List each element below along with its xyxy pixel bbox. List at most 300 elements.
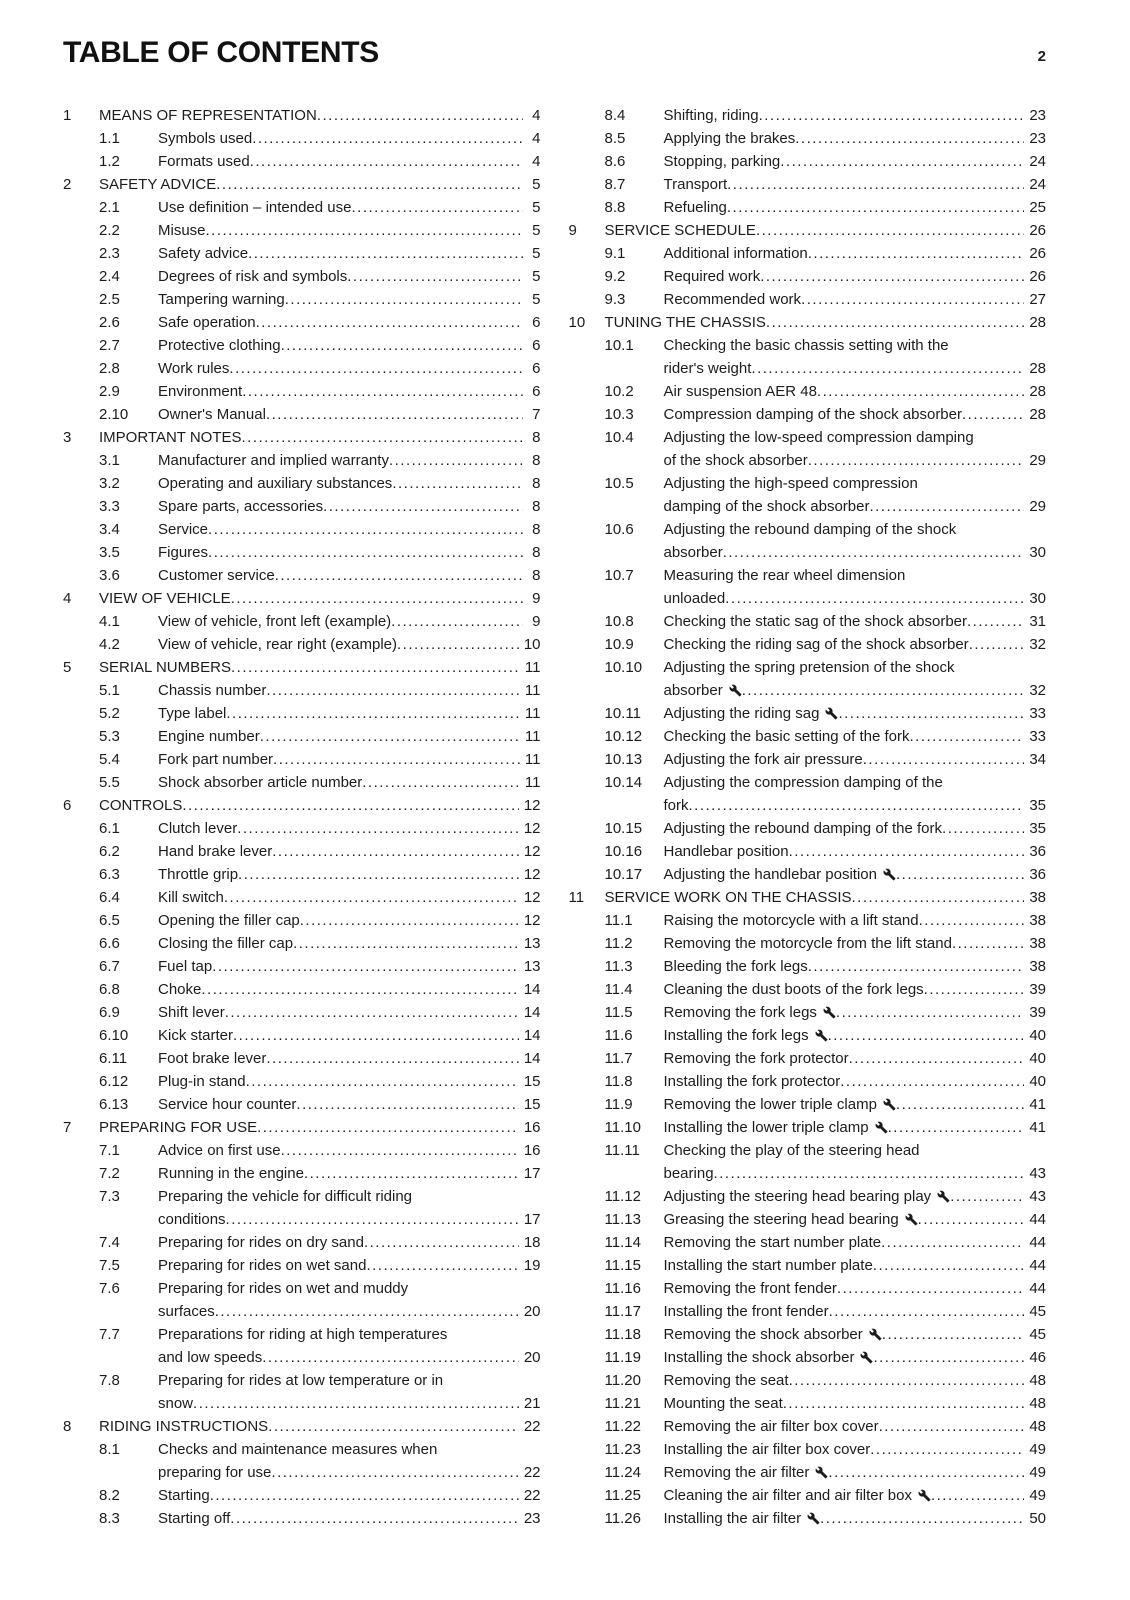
toc-entry-number: 1.1 [99, 130, 120, 147]
toc-entry-page: 12 [523, 912, 541, 929]
dot-leader [759, 104, 1025, 127]
toc-entry-page: 5 [532, 291, 541, 308]
toc-entry-title: Adjusting the high-speed compression [663, 475, 918, 492]
toc-entry-page: 28 [1029, 406, 1046, 423]
toc-entry-number: 11.17 [604, 1303, 641, 1320]
toc-entry-title: Preparing for rides at low temperature or in [158, 1372, 444, 1389]
toc-entry-page: 8 [532, 452, 541, 469]
toc-entry-page: 5 [532, 176, 541, 193]
toc-entry-lastline [158, 840, 541, 863]
dot-leader [852, 886, 1025, 909]
toc-entry-number: 9.2 [604, 268, 626, 285]
toc-entry-body [158, 679, 541, 702]
toc-entry [63, 748, 541, 771]
toc-entry-lastline [158, 564, 541, 587]
dot-leader [266, 1047, 518, 1070]
toc-entry-page: 4 [532, 107, 541, 124]
toc-entry [63, 587, 541, 610]
toc-entry-title: Refueling [663, 199, 727, 216]
toc-entry-body [664, 403, 1047, 426]
toc-entry-body [664, 426, 1047, 472]
dot-leader [256, 311, 523, 334]
toc-entry-number: 8.7 [604, 176, 626, 193]
toc-entry-lastline [158, 1139, 541, 1162]
dot-leader [751, 357, 1024, 380]
toc-entry [63, 127, 541, 150]
dot-leader [248, 242, 522, 265]
toc-entry-number: 11.15 [604, 1257, 641, 1274]
toc-entry [63, 150, 541, 173]
toc-entry-body [158, 840, 541, 863]
toc-entry [63, 932, 541, 955]
toc-entry-body [664, 1346, 1047, 1369]
toc-entry-lastline [664, 932, 1047, 955]
toc-entry-number: 10.1 [604, 337, 634, 354]
toc-entry [569, 288, 1047, 311]
toc-entry-number: 3.1 [99, 452, 120, 469]
toc-entry-body [664, 1277, 1047, 1300]
toc-entry-body [664, 932, 1047, 955]
toc-entry-lastline [664, 1277, 1047, 1300]
toc-entry-page: 40 [1029, 1073, 1046, 1090]
toc-entry-body [158, 1369, 541, 1415]
toc-entry-lastline [158, 679, 541, 702]
toc-entry-lastline [158, 196, 541, 219]
toc-entry-number: 9.1 [604, 245, 626, 262]
toc-entry-lastline [605, 219, 1047, 242]
toc-entry-lastline [158, 1001, 541, 1024]
dot-leader [201, 978, 518, 1001]
dot-leader [323, 495, 522, 518]
toc-entry-lastline [158, 1254, 541, 1277]
toc-entry-number: 7.7 [99, 1326, 120, 1343]
toc-entry [569, 1507, 1047, 1530]
toc-entry-page: 6 [532, 314, 541, 331]
toc-entry-number: 2.5 [99, 291, 120, 308]
toc-entry-number: 10.2 [604, 383, 634, 400]
toc-entry-body [664, 173, 1047, 196]
toc-entry-body [158, 403, 541, 426]
toc-entry-number: 10.14 [604, 774, 643, 791]
toc-entry-title: Removing the motorcycle from the lift stand [663, 935, 952, 952]
toc-entry-title: Adjusting the rebound damping of the shock [663, 521, 957, 538]
toc-entry [569, 1300, 1047, 1323]
toc-entry-body [664, 1507, 1047, 1530]
toc-entry [63, 1162, 541, 1185]
toc-entry-lastline [664, 288, 1047, 311]
toc-entry [569, 380, 1047, 403]
toc-entry [63, 265, 541, 288]
toc-entry [63, 656, 541, 679]
toc-entry [63, 863, 541, 886]
toc-entry-page: 38 [1029, 958, 1046, 975]
toc-entry-page: 12 [523, 866, 541, 883]
wrench-icon [918, 1489, 931, 1502]
toc-entry-title: Additional information [663, 245, 808, 262]
toc-entry [63, 909, 541, 932]
toc-entry-title: Kill switch [158, 889, 224, 906]
toc-entry-title: Installing the lower triple clamp [663, 1119, 869, 1136]
toc-entry [569, 1277, 1047, 1300]
dot-leader [206, 219, 523, 242]
toc-entry-lastline [664, 1093, 1047, 1116]
toc-entry-number: 6.10 [99, 1027, 129, 1044]
toc-entry-title: Removing the lower triple clamp [663, 1096, 877, 1113]
toc-entry-number: 7.3 [99, 1188, 120, 1205]
toc-entry-page: 36 [1029, 843, 1046, 860]
toc-entry-page: 44 [1029, 1234, 1046, 1251]
dot-leader [250, 150, 523, 173]
toc-entry-number: 4.1 [99, 613, 120, 630]
toc-entry-page: 22 [523, 1464, 541, 1481]
toc-entry-lastline [664, 541, 1047, 564]
toc-entry-page: 8 [532, 498, 541, 515]
toc-entry-body [158, 1093, 541, 1116]
toc-entry-title: RIDING INSTRUCTIONS [99, 1418, 269, 1435]
dot-leader [817, 380, 1024, 403]
toc-entry-lastline [664, 1185, 1047, 1208]
dot-leader [208, 518, 522, 541]
dot-leader [275, 564, 523, 587]
toc-entry-lastline [664, 1392, 1047, 1415]
toc-entry-lastline [99, 426, 541, 449]
toc-entry [63, 1139, 541, 1162]
toc-entry-lastline [664, 242, 1047, 265]
toc-entry [569, 1461, 1047, 1484]
toc-entry-body [664, 1300, 1047, 1323]
toc-entry-title: Recommended work [663, 291, 802, 308]
toc-entry-title: Opening the filler cap [158, 912, 300, 929]
toc-entry [63, 610, 541, 633]
toc-entry-number: 11.13 [604, 1211, 641, 1228]
toc-entry-lastline [664, 840, 1047, 863]
toc-entry-title: rider's weight [663, 360, 752, 377]
toc-entry-lastline [158, 932, 541, 955]
dot-leader [224, 886, 519, 909]
toc-entry-page: 20 [523, 1303, 541, 1320]
dot-leader [820, 1507, 1024, 1530]
toc-entry-lastline [664, 104, 1047, 127]
toc-entry-number: 10.12 [604, 728, 643, 745]
toc-entry-number: 5.5 [99, 774, 120, 791]
toc-entry-lastline [664, 173, 1047, 196]
toc-entry-title: Cleaning the air filter and air filter box [663, 1487, 912, 1504]
toc-entry-number: 6.13 [99, 1096, 129, 1113]
dot-leader [293, 932, 519, 955]
toc-entry-body [158, 449, 541, 472]
toc-entry-lastline [99, 1116, 541, 1139]
dot-leader [193, 1392, 519, 1415]
toc-entry-title: Checking the basic chassis setting with the [663, 337, 949, 354]
toc-entry [63, 1415, 541, 1438]
toc-entry-lastline [605, 311, 1047, 334]
toc-entry-lastline [158, 1461, 541, 1484]
toc-entry-body [158, 1484, 541, 1507]
toc-entry [569, 173, 1047, 196]
toc-entry-body [664, 288, 1047, 311]
toc-entry [569, 150, 1047, 173]
dot-leader [808, 242, 1025, 265]
toc-entry-body [664, 1208, 1047, 1231]
toc-entry-number: 11.21 [604, 1395, 641, 1412]
toc-entry-page: 39 [1029, 1004, 1046, 1021]
toc-entry-number: 11.22 [604, 1418, 641, 1435]
toc-entry-title: preparing for use [158, 1464, 272, 1481]
dot-leader [226, 702, 520, 725]
toc-entry-body [664, 1047, 1047, 1070]
toc-entry-body [664, 242, 1047, 265]
toc-entry-page: 48 [1029, 1418, 1046, 1435]
dot-leader [967, 610, 1024, 633]
toc-entry-title: IMPORTANT NOTES [99, 429, 242, 446]
toc-entry-page: 11 [524, 728, 541, 745]
dot-leader [888, 1116, 1025, 1139]
toc-entry-number: 1.2 [99, 153, 120, 170]
toc-entry-lastline [158, 909, 541, 932]
toc-entry-body [664, 1001, 1047, 1024]
toc-entry-body [158, 1185, 541, 1231]
toc-entry-page: 44 [1029, 1257, 1046, 1274]
toc-entry-page: 6 [532, 337, 541, 354]
toc-entry-title: Applying the brakes [663, 130, 796, 147]
toc-entry-page: 34 [1029, 751, 1046, 768]
toc-entry-title: Choke [158, 981, 202, 998]
toc-entry-body [664, 1438, 1047, 1461]
toc-entry-page: 14 [523, 1004, 541, 1021]
dot-leader [789, 840, 1025, 863]
toc-entry-page: 16 [523, 1142, 541, 1159]
toc-entry-page: 33 [1029, 705, 1046, 722]
toc-entry-body [664, 817, 1047, 840]
wrench-icon [860, 1351, 873, 1364]
wrench-icon [937, 1190, 950, 1203]
dot-leader [262, 1346, 519, 1369]
toc-entry-lastline [664, 403, 1047, 426]
toc-entry-number: 11.4 [604, 981, 633, 998]
toc-entry [569, 1392, 1047, 1415]
toc-entry-lastline [664, 1369, 1047, 1392]
toc-entry-body [158, 1323, 541, 1369]
toc-entry [569, 886, 1047, 909]
toc-entry-page: 15 [523, 1073, 541, 1090]
toc-entry-body [158, 1162, 541, 1185]
toc-entry-lastline [664, 380, 1047, 403]
dot-leader [789, 1369, 1025, 1392]
toc-entry-title: damping of the shock absorber [663, 498, 870, 515]
dot-leader [225, 1001, 519, 1024]
toc-entry [569, 564, 1047, 610]
dot-leader [212, 955, 519, 978]
toc-entry [569, 403, 1047, 426]
toc-entry-page: 9 [532, 590, 541, 607]
toc-entry-lastline [664, 610, 1047, 633]
dot-leader [208, 541, 522, 564]
toc-entry-lastline [158, 886, 541, 909]
toc-entry-title: Cleaning the dust boots of the fork legs [663, 981, 924, 998]
toc-entry-lastline [158, 541, 541, 564]
toc-entry-body [158, 932, 541, 955]
toc-entry-title: Handlebar position [663, 843, 789, 860]
toc-entry-number: 3.4 [99, 521, 120, 538]
toc-entry-number: 7.5 [99, 1257, 120, 1274]
dot-leader [230, 1507, 519, 1530]
toc-entry-page: 41 [1029, 1096, 1046, 1113]
toc-entry-page: 13 [523, 935, 541, 952]
toc-entry-page: 30 [1029, 590, 1046, 607]
toc-entry-number: 10.11 [604, 705, 641, 722]
dot-leader [266, 679, 520, 702]
page-title: TABLE OF CONTENTS [63, 36, 379, 69]
toc-entry-lastline [664, 1323, 1047, 1346]
toc-entry-lastline [158, 1162, 541, 1185]
toc-entry-number: 11.7 [604, 1050, 633, 1067]
toc-entry-body [158, 1070, 541, 1093]
toc-entry-title: SERVICE WORK ON THE CHASSIS [604, 889, 852, 906]
toc-entry-lastline [664, 150, 1047, 173]
toc-entry-page: 11 [524, 705, 541, 722]
toc-entry-title: Use definition – intended use [158, 199, 352, 216]
toc-entry-body [158, 725, 541, 748]
toc-entry-page: 26 [1029, 222, 1046, 239]
toc-entry-number: 8.1 [99, 1441, 120, 1458]
dot-leader [801, 288, 1024, 311]
toc-entry-lastline [664, 1254, 1047, 1277]
toc-entry-title: Tampering warning [158, 291, 285, 308]
toc-entry-lastline [99, 656, 541, 679]
toc-entry-number: 1 [63, 107, 72, 124]
toc-entry [569, 1484, 1047, 1507]
dot-leader [869, 495, 1024, 518]
toc-entry-body [158, 495, 541, 518]
toc-entry-body [664, 1461, 1047, 1484]
dot-leader [281, 1139, 519, 1162]
toc-entry-page: 30 [1029, 544, 1046, 561]
toc-entry-page: 11 [524, 774, 541, 791]
toc-entry-number: 10.7 [604, 567, 634, 584]
toc-entry-title: Operating and auxiliary substances [158, 475, 393, 492]
toc-entry-number: 11.6 [604, 1027, 633, 1044]
toc-entry-page: 12 [523, 843, 541, 860]
toc-entry-lastline [664, 265, 1047, 288]
toc-entry-lastline [664, 633, 1047, 656]
toc-entry [63, 840, 541, 863]
dot-leader [281, 334, 523, 357]
toc-entry [63, 1369, 541, 1415]
toc-entry-page: 40 [1029, 1050, 1046, 1067]
toc-entry-body [99, 1415, 541, 1438]
dot-leader [783, 1392, 1025, 1415]
toc-entry-lastline [158, 449, 541, 472]
dot-leader [808, 449, 1025, 472]
toc-entry-page: 45 [1029, 1326, 1046, 1343]
toc-entry-body [664, 1254, 1047, 1277]
toc-entry-title: Starting off [158, 1510, 231, 1527]
toc-entry [63, 886, 541, 909]
dot-leader [896, 863, 1024, 886]
toc-entry-body [158, 196, 541, 219]
toc-entry-page: 29 [1029, 452, 1046, 469]
toc-entry-page: 11 [524, 682, 541, 699]
toc-entry-lastline [664, 1001, 1047, 1024]
dot-leader [952, 932, 1024, 955]
toc-entry-page: 27 [1029, 291, 1046, 308]
toc-entry-lastline [158, 495, 541, 518]
toc-entry-page: 32 [1029, 636, 1046, 653]
toc-entry-number: 11.19 [604, 1349, 641, 1366]
toc-entry [63, 1438, 541, 1484]
toc-entry-page: 26 [1029, 268, 1046, 285]
toc-entry-body [664, 472, 1047, 518]
dot-leader [896, 1093, 1024, 1116]
toc-entry-title: Checking the static sag of the shock absorber [663, 613, 968, 630]
toc-entry-lastline [158, 725, 541, 748]
toc-entry-number: 2.10 [99, 406, 129, 423]
toc-entry-page: 22 [523, 1418, 541, 1435]
toc-entry-body [664, 702, 1047, 725]
toc-entry-title: View of vehicle, rear right (example) [158, 636, 397, 653]
toc-entry-body [664, 265, 1047, 288]
dot-leader [300, 909, 519, 932]
toc-entry-title: Installing the air filter box cover [663, 1441, 871, 1458]
toc-entry-lastline [664, 587, 1047, 610]
toc-entry-body [158, 334, 541, 357]
toc-entry [63, 1047, 541, 1070]
toc-entry-title: Type label [158, 705, 227, 722]
toc-entry [569, 748, 1047, 771]
toc-entry-body [664, 840, 1047, 863]
toc-entry-lastline [664, 1461, 1047, 1484]
toc-entry-lastline [664, 955, 1047, 978]
wrench-icon [875, 1121, 888, 1134]
toc-entry [569, 1070, 1047, 1093]
toc-entry-title: absorber [663, 544, 723, 561]
toc-entry-title: Preparing for rides on dry sand [158, 1234, 364, 1251]
toc-entry-body [664, 1484, 1047, 1507]
toc-entry-title: Running in the engine [158, 1165, 304, 1182]
toc-entry-body [158, 1231, 541, 1254]
toc-entry-title: Adjusting the riding sag [663, 705, 820, 722]
toc-entry-title: Spare parts, accessories [158, 498, 324, 515]
toc-entry-body [158, 288, 541, 311]
toc-entry-lastline [158, 403, 541, 426]
toc-entry-title: Advice on first use [158, 1142, 281, 1159]
toc-entry-page: 45 [1029, 1303, 1046, 1320]
toc-entry [63, 725, 541, 748]
toc-entry-lastline [158, 1047, 541, 1070]
toc-entry-title: bearing [663, 1165, 714, 1182]
toc-entry-title: Shift lever [158, 1004, 225, 1021]
toc-entry-title: Work rules [158, 360, 230, 377]
toc-entry-page: 7 [532, 406, 541, 423]
toc-entry-title: absorber [663, 682, 723, 699]
toc-entry-title: surfaces [158, 1303, 215, 1320]
toc-entry [569, 702, 1047, 725]
toc-entry-number: 2 [63, 176, 72, 193]
toc-entry [63, 518, 541, 541]
toc-entry-title: Closing the filler cap [158, 935, 294, 952]
dot-leader [233, 1024, 519, 1047]
toc-entry-number: 6.1 [99, 820, 120, 837]
toc-entry-number: 2.3 [99, 245, 120, 262]
toc-entry-page: 49 [1029, 1441, 1046, 1458]
toc-entry [569, 1254, 1047, 1277]
toc-entry-lastline [158, 978, 541, 1001]
toc-entry-page: 11 [524, 659, 541, 676]
toc-entry-body [664, 1231, 1047, 1254]
toc-entry-number: 10.15 [604, 820, 643, 837]
toc-entry-page: 12 [523, 820, 541, 837]
dot-leader [723, 541, 1025, 564]
